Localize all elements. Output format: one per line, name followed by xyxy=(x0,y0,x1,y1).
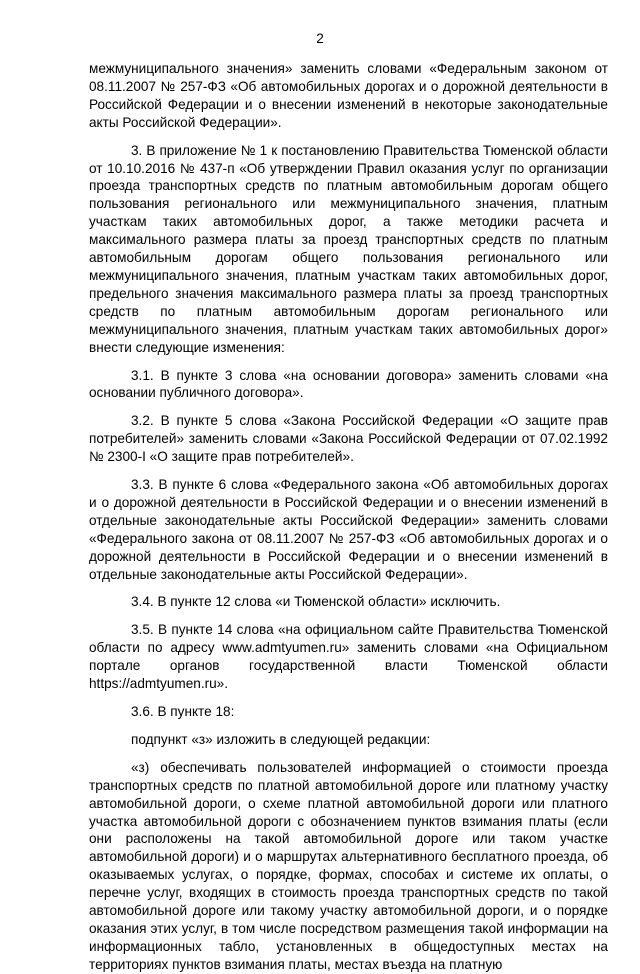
paragraph-item-3-2: 3.2. В пункте 5 слова «Закона Российской Федерации «О защите прав потребителей» заменить словами «Закона Российской Федерации от 07.02.1992 № 2300-I «О защите прав потребителей». xyxy=(89,413,608,465)
paragraph-item-3-6: 3.6. В пункте 18: xyxy=(131,704,235,719)
paragraph-item-3-1: 3.1. В пункте 3 слова «на основании договора» заменить словами «на основании публичного договора». xyxy=(89,367,608,401)
document-body xyxy=(89,60,608,974)
paragraph-continuation: межмуниципального значения» заменить словами «Федеральным законом от 08.11.2007 № 257-ФЗ «Об автомобильных дорогах и о дорожной деятельности в Российской Федерации и о внесении изменений в некоторые законодательные акты Российской Федерации». xyxy=(89,61,608,130)
page-number: 2 xyxy=(316,31,324,46)
paragraph-subitem-z: «з) обеспечивать пользователей информацией о стоимости проезда транспортных средств по платной автомобильной дороге или платному участку автомобильной дороги, о схеме платной автомобильной дороги или платного участка автомобильной дороги с обозначением пунктов взимания платы (если они расположены на такой автомобильной дороге или таком участке автомобильной дороги) и о маршрутах альтернативного бесплатного проезда, об оказываемых услугах, о порядке, формах, способах и системе их оплаты, о перечне услуг, входящих в стоимость проезда транспортных средств по такой автомобильной дороге или такому участку автомобильной дороги, и о порядке оказания этих услуг, в том числе посредством размещения такой информации на информационных табло, установленных в общедоступных местах на территориях пунктов взимания платы, местах въезда на платную xyxy=(89,759,608,972)
paragraph-item-3: 3. В приложение № 1 к постановлению Правительства Тюменской области от 10.10.2016 № 437-п «Об утверждении Правил оказания услуг по организации проезда транспортных средств по платным автомобильным дорогам общего пользования регионального или межмуниципального значения, платным участкам таких автомобильных дорог, а также методики расчета и максимального размера платы за проезд транспортных средств по платным автомобильным дорогам общего пользования регионального или межмуниципального значения, платным участкам таких автомобильных дорог, предельного значения максимального размера платы за проезд транспортных средств по платным автомобильным дорогам регионального или межмуниципального значения, платным участкам таких автомобильных дорог» внести следующие изменения: xyxy=(89,142,608,355)
paragraph-item-3-3: 3.3. В пункте 6 слова «Федерального закона «Об автомобильных дорогах и о дорожной деятельности в Российской Федерации и о внесении изменений в отдельные законодательные акты Российской Федерации» заменить словами «Федерального закона от 08.11.2007 № 257-ФЗ «Об автомобильных дорогах и о дорожной деятельности в Российской Федерации и о внесении изменений в отдельные законодательные акты Российской Федерации». xyxy=(89,477,608,582)
paragraph-item-3-4: 3.4. В пункте 12 слова «и Тюменской области» исключить. xyxy=(131,594,501,610)
paragraph-item-3-5: 3.5. В пункте 14 слова «на официальном сайте Правительства Тюменской области по адресу www.admtyumen.ru» заменить словами «на Официальном портале органов государственной власти Тюменской области https://admtyumen.ru». xyxy=(89,622,608,692)
paragraph-subitem-intro: подпункт «з» изложить в следующей редакции: xyxy=(131,731,431,747)
